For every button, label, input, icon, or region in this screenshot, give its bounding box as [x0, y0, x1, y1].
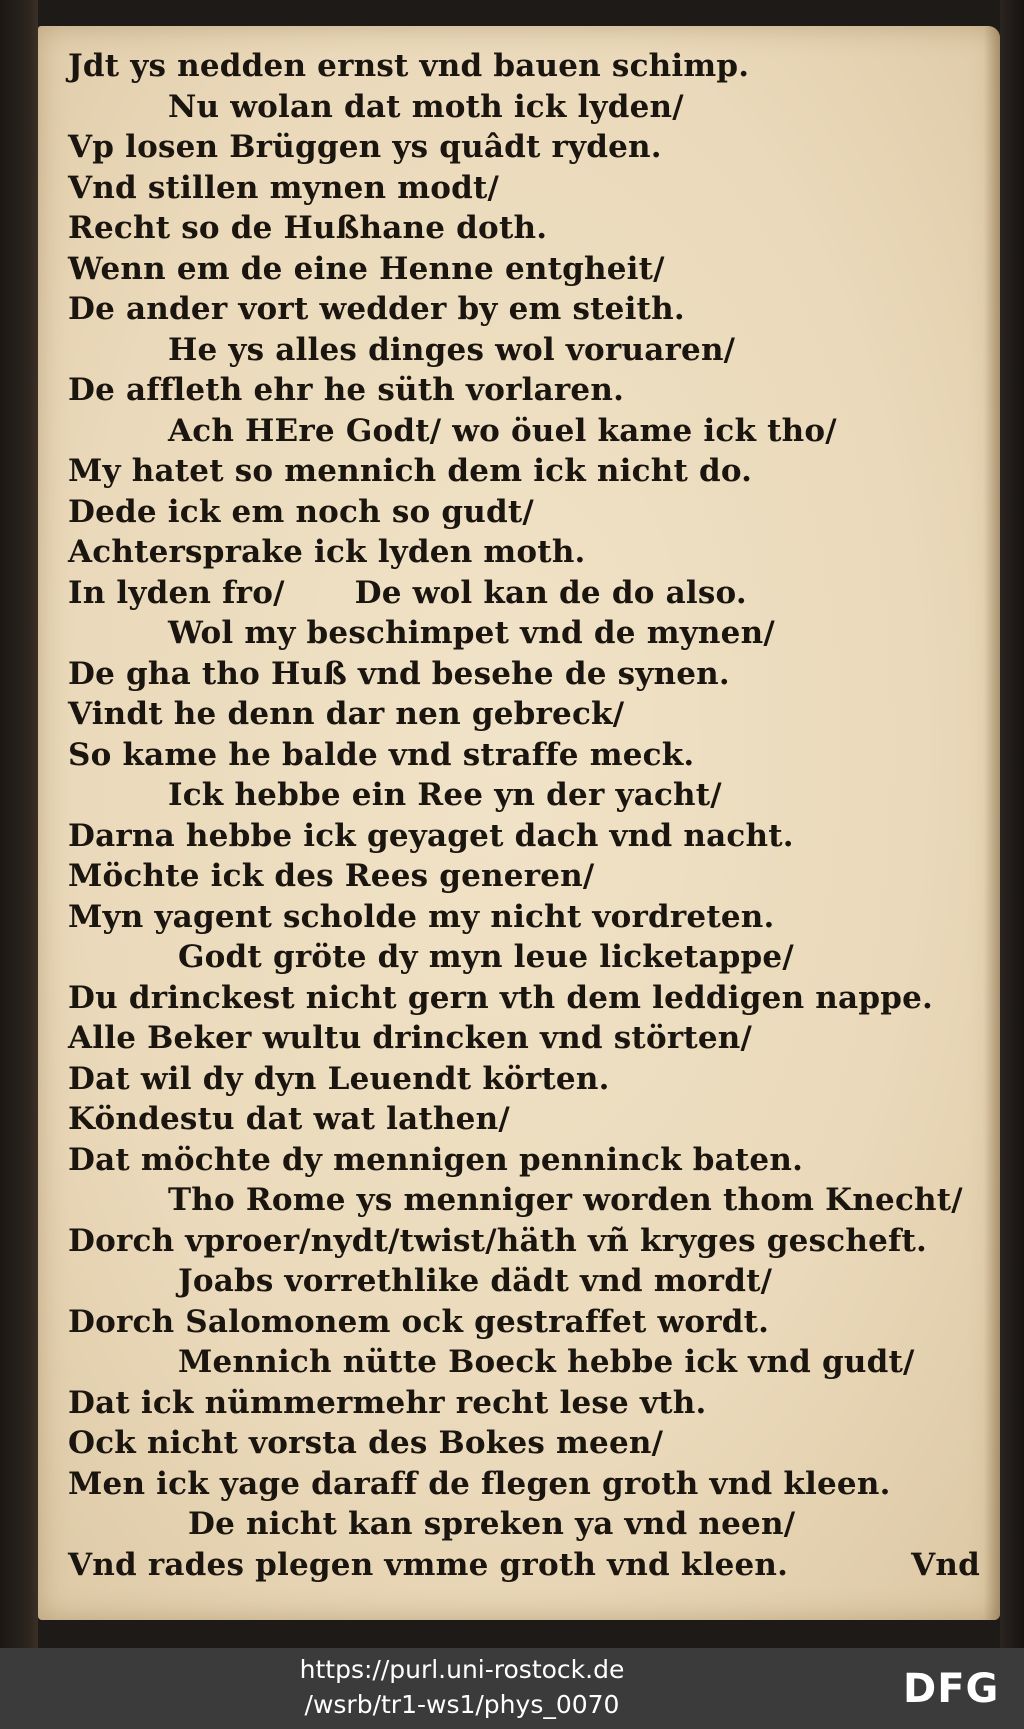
verse-line: [68, 775, 996, 816]
verse-text: Wenn em de eine Henne entgheit/: [68, 250, 665, 287]
verse-line: [68, 1302, 996, 1343]
verse-text: Mennich nütte Boeck hebbe ick vnd gudt/: [178, 1344, 915, 1380]
verse-line: [68, 1464, 996, 1505]
verse-line: [68, 897, 996, 938]
verse-text: Du drinckest nicht gern vth dem leddigen nappe.: [68, 979, 933, 1016]
verse-text: Recht so de Hußhane doth.: [68, 210, 548, 246]
verse-text: Jdt ys nedden ernst vnd bauen schimp.: [68, 48, 750, 84]
verse-line: [68, 370, 996, 411]
verse-text: Godt gröte dy myn leue licketappe/: [178, 939, 794, 975]
scan-background-right: [1000, 0, 1024, 1648]
verse-line: [68, 1018, 996, 1059]
verse-text-second-half: De wol kan de do also.: [354, 574, 747, 611]
verse-line: [68, 411, 996, 452]
verse-line: [68, 1140, 996, 1181]
verse-text: Vnd rades plegen vmme groth vnd kleen.: [68, 1546, 789, 1583]
verse-line: [68, 735, 996, 776]
verse-text: My hatet so mennich dem ick nicht do.: [68, 453, 753, 489]
verse-text: Joabs vorrethlike dädt vnd mordt/: [178, 1263, 773, 1299]
footer-url-line-2[interactable]: /wsrb/tr1-ws1/phys_0070: [304, 1690, 620, 1719]
verse-line: [68, 289, 996, 330]
catchword: Vnd: [911, 1546, 980, 1583]
verse-line: [68, 168, 996, 209]
verse-text: Nu wolan dat moth ick lyden/: [168, 88, 684, 125]
verse-text: He ys alles dinges wol voruaren/: [168, 331, 736, 368]
verse-text-block: [68, 46, 996, 1585]
verse-text: Dat wil dy dyn Leuendt körten.: [68, 1060, 610, 1097]
verse-text: Men ick yage daraff de flegen groth vnd kleen.: [68, 1465, 891, 1502]
verse-text: Ock nicht vorsta des Bokes meen/: [68, 1425, 664, 1461]
verse-line: [68, 532, 996, 573]
verse-text: So kame he balde vnd straffe meck.: [68, 736, 695, 773]
verse-text: Dorch Salomonem ock gestraffet wordt.: [68, 1303, 770, 1340]
verse-line: [68, 1342, 996, 1383]
verse-text: Dede ick em noch so gudt/: [68, 493, 534, 530]
verse-line: [68, 87, 996, 128]
verse-line: [68, 573, 996, 614]
verse-text: Achtersprake ick lyden moth.: [68, 534, 586, 570]
verse-text: In lyden fro/: [68, 574, 285, 611]
verse-text: Köndestu dat wat lathen/: [68, 1101, 510, 1137]
verse-line: [68, 451, 996, 492]
verse-line: [68, 127, 996, 168]
verse-text: Ach HEre Godt/ wo öuel kame ick tho/: [168, 412, 837, 449]
verse-line: [68, 937, 996, 978]
book-page: [38, 26, 1000, 1620]
verse-line: [68, 1383, 996, 1424]
verse-line: [68, 613, 996, 654]
verse-text: Möchte ick des Rees generen/: [68, 858, 595, 894]
verse-line: [68, 1180, 996, 1221]
verse-text: Ick hebbe ein Ree yn der yacht/: [168, 777, 722, 813]
verse-line: [68, 492, 996, 533]
verse-text: De ander vort wedder by em steith.: [68, 291, 685, 327]
verse-line: [68, 816, 996, 857]
verse-text: Dat ick nümmermehr recht lese vth.: [68, 1384, 707, 1421]
verse-text: Darna hebbe ick geyaget dach vnd nacht.: [68, 817, 794, 854]
verse-line: [68, 1545, 996, 1586]
verse-line: [68, 1504, 996, 1545]
verse-line: [68, 249, 996, 290]
verse-line: [68, 978, 996, 1019]
verse-text: Vindt he denn dar nen gebreck/: [68, 696, 625, 732]
verse-line: [68, 1423, 996, 1464]
verse-text: Dorch vproer/nydt/twist/häth vñ kryges gescheft.: [68, 1222, 928, 1259]
verse-line: [68, 46, 996, 87]
verse-text: Tho Rome ys menniger worden thom Knecht/: [168, 1182, 963, 1218]
verse-line: [68, 654, 996, 695]
verse-text: Myn yagent scholde my nicht vordreten.: [68, 898, 775, 935]
verse-text: Alle Beker wultu drincken vnd störten/: [68, 1020, 753, 1056]
dfg-logo: DFG: [903, 1666, 1000, 1712]
verse-text: De nicht kan spreken ya vnd neen/: [188, 1506, 796, 1542]
verse-text: Wol my beschimpet vnd de mynen/: [168, 615, 775, 651]
verse-line: [68, 1221, 996, 1262]
verse-line: [68, 1099, 996, 1140]
verse-line: [68, 1261, 996, 1302]
verse-text: Vnd stillen mynen modt/: [68, 169, 500, 206]
scan-background-left: [0, 0, 38, 1648]
verse-text: Vp losen Brüggen ys quâdt ryden.: [68, 129, 662, 165]
verse-line: [68, 208, 996, 249]
verse-text: Dat möchte dy mennigen penninck baten.: [68, 1141, 804, 1178]
verse-line: [68, 694, 996, 735]
verse-line: [68, 330, 996, 371]
footer-url-line-1[interactable]: https://purl.uni-rostock.de: [299, 1655, 625, 1684]
verse-line: [68, 856, 996, 897]
verse-line: [68, 1059, 996, 1100]
verse-text: De affleth ehr he süth vorlaren.: [68, 372, 625, 408]
verse-text: De gha tho Huß vnd besehe de synen.: [68, 655, 730, 692]
